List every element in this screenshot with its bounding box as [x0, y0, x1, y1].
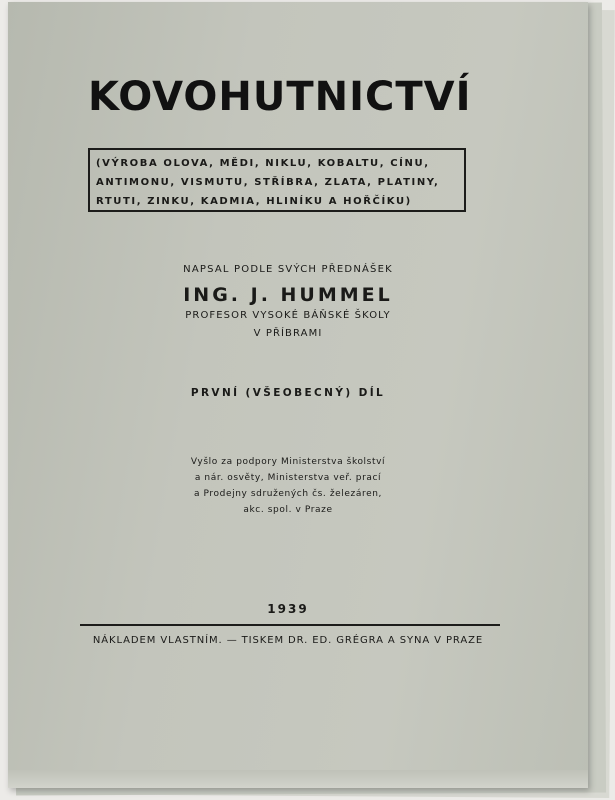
subtitle-line: ANTIMONU, VISMUTU, STŘÍBRA, ZLATA, PLATINY, [96, 177, 440, 188]
subtitle-line: RTUTI, ZINKU, KADMIA, HLINÍKU A HOŘČÍKU) [96, 196, 412, 207]
book-title: KOVOHUTNICTVÍ [88, 74, 472, 120]
support-note-line: Vyšlo za podpory Ministerstva školství [190, 457, 386, 467]
author-location: V PŘÍBRAMI [253, 328, 323, 339]
author-title: PROFESOR VYSOKÉ BÁŇSKÉ ŠKOLY [185, 310, 391, 321]
volume-label: PRVNÍ (VŠEOBECNÝ) DÍL [190, 387, 386, 399]
support-note-line: akc. spol. v Praze [243, 505, 333, 515]
subtitle-line: (VÝROBA OLOVA, MĚDI, NIKLU, KOBALTU, CÍNU, [96, 158, 430, 169]
support-note-line: a nár. osvěty, Ministerstva veř. prací [194, 473, 382, 483]
publisher-line: NÁKLADEM VLASTNÍM. — TISKEM DR. ED. GRÉGRA A SYNA V PRAZE [92, 635, 484, 646]
author-name: ING. J. HUMMEL [183, 284, 393, 306]
byline: NAPSAL PODLE SVÝCH PŘEDNÁŠEK [183, 264, 393, 275]
divider-rule [80, 624, 500, 626]
support-note-line: a Prodejny sdružených čs. železáren, [193, 489, 382, 499]
publication-year: 1939 [267, 602, 309, 616]
book-cover [8, 2, 588, 788]
subtitle-box [88, 148, 466, 212]
